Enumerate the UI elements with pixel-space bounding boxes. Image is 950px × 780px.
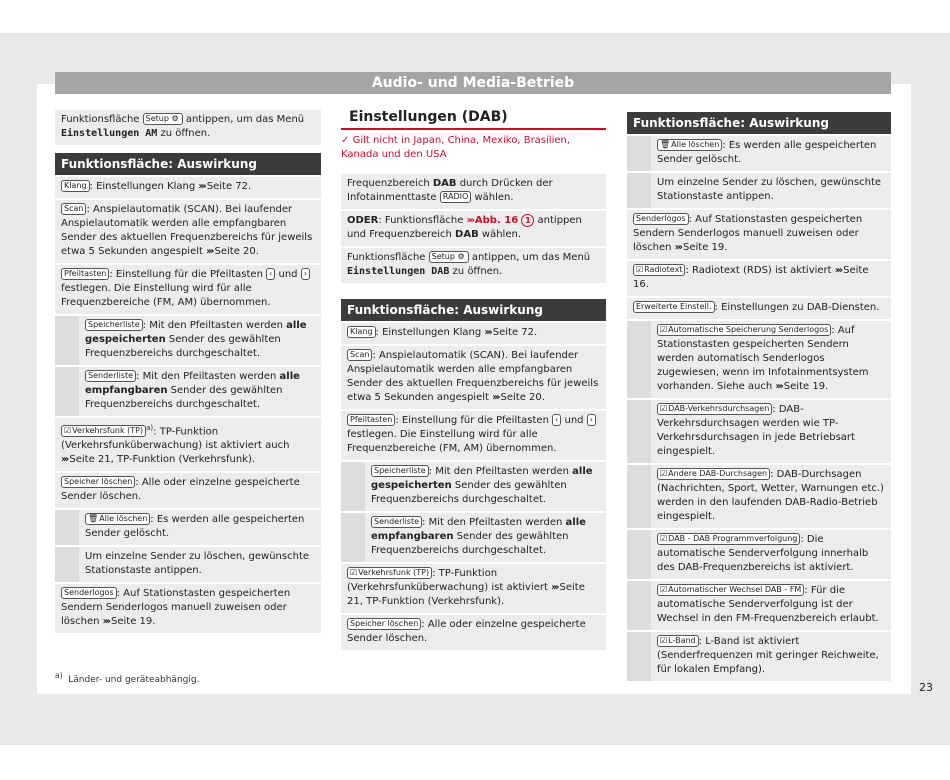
alle-loeschen-button[interactable]: 🗑Alle löschen <box>657 139 722 151</box>
checkbox-icon: ☑ <box>350 568 358 577</box>
dab-programmverfolgung-button[interactable]: ☑DAB - DAB Programmverfolgung <box>657 533 800 545</box>
table-row: Scan : Anspielautomatik (SCAN). Bei laufender Anspielautomatik werden alle empfangbaren Sender des aktuellen Frequenzbereichs für jeweils etwa 5 Sekunden angespielt ››› Seite 20. <box>55 200 321 265</box>
table-row: Klang : Einstellungen Klang ››› Seite 72. <box>341 323 606 346</box>
table-row: Senderlogos : Auf Stationstasten gespeicherten Sendern Senderlogos manuell zuweisen oder löschen ››› Seite 19. <box>627 210 891 261</box>
instruction-paragraph: ODER: Funktionsfläche ››› Abb. 16 1 antippen und Frequenzbereich DAB wählen. <box>341 211 606 248</box>
arrow-icon: ››› <box>61 454 68 466</box>
pfeiltasten-button[interactable]: Pfeiltasten <box>347 414 395 426</box>
table-row: ☑Radiotext : Radiotext (RDS) ist aktiviert ››› Seite 16. <box>627 261 891 298</box>
warning-note: ✓ Gilt nicht in Japan, China, Mexiko, Brasilien, Kanada und den USA <box>341 135 571 160</box>
table-row: Klang : Einstellungen Klang ››› Seite 72. <box>55 177 321 200</box>
column-left <box>55 110 321 635</box>
column-right <box>627 110 891 683</box>
arrow-icon: ››› <box>484 327 491 338</box>
column-middle <box>341 110 606 652</box>
settings-icon: ⚙ <box>457 252 465 261</box>
alle-loeschen-button[interactable]: 🗑Alle löschen <box>85 513 150 525</box>
table-row: ☑Verkehrsfunk (TP) : TP-Funktion (Verkehrsfunküberwachung) ist aktiviert ››› Seite 21, TP-Funktion (Verkehrsfunk). <box>341 564 606 615</box>
verkehrsfunk-button[interactable]: ☑Verkehrsfunk (TP) <box>61 425 146 437</box>
table-row: Senderlogos : Auf Stationstasten gespeicherten Sendern Senderlogos manuell zuweisen oder löschen ››› Seite 19. <box>55 584 321 635</box>
table-row: ☑Verkehrsfunk (TP) $^{a)}$: TP-Funktion (Verkehrsfunküberwachung) ist aktiviert auch ››› Seite 21, TP-Funktion (Verkehrsfunk). <box>55 418 321 473</box>
table-row: Senderliste : Mit den Pfeiltasten werden alle empfangbaren Sender des gewählten Frequenzbereichs durchgeschaltet. <box>341 513 606 564</box>
trash-icon: 🗑 <box>88 514 99 524</box>
l-band-button[interactable]: ☑L-Band <box>657 635 699 647</box>
page-number: 23 <box>919 681 933 694</box>
andere-dab-durchsagen-button[interactable]: ☑Andere DAB-Durchsagen <box>657 468 770 480</box>
menu-name: Einstellungen AM <box>61 128 158 139</box>
footnote: $^{a)}$ Länder- und geräteabhängig. <box>55 671 200 685</box>
trash-icon: 🗑 <box>660 140 671 149</box>
table-row: 🗑Alle löschen : Es werden alle gespeicherten Sender gelöscht. <box>627 136 891 173</box>
checkbox-icon: ☑ <box>636 265 644 274</box>
arrow-left-key[interactable]: ‹ <box>266 268 275 280</box>
checkbox-icon: ☑ <box>660 469 668 478</box>
table-row: Speicherliste : Mit den Pfeiltasten werden alle gespeicherten Sender des gewählten Frequenzbereichs durchgeschaltet. <box>341 462 606 513</box>
table-row: 🗑Alle löschen : Es werden alle gespeicherten Sender gelöscht. <box>55 510 321 547</box>
klang-button[interactable]: Klang <box>347 326 376 338</box>
arrow-icon: ››› <box>775 381 782 392</box>
table-row: Pfeiltasten : Einstellung für die Pfeiltasten ‹ und › festlegen. Die Einstellung wird für alle Frequenzbereiche (FM, AM) übernommen. <box>55 265 321 316</box>
arrow-icon: ››› <box>674 242 681 253</box>
instruction-paragraph: Funktionsfläche Setup ⚙ antippen, um das Menü Einstellungen DAB zu öffnen. <box>341 248 606 285</box>
speicherliste-button[interactable]: Speicherliste <box>85 319 143 331</box>
settings-icon: ⚙ <box>171 114 179 123</box>
arrow-left-key[interactable]: ‹ <box>552 414 561 426</box>
senderlogos-button[interactable]: Senderlogos <box>633 213 689 225</box>
table-row: ☑Automatische Speicherung Senderlogos : Auf Stationstasten gespeicherten Sendern werden automatisch Senderlogos zugewiesen, wenn im Infotainmentsystem vorhanden. Siehe auch ››› Seite 19. <box>627 321 891 400</box>
checkbox-icon: ☑ <box>660 325 668 334</box>
arrow-icon: ››› <box>198 181 205 192</box>
arrow-icon: ››› <box>206 246 213 257</box>
scan-button[interactable]: Scan <box>347 349 372 361</box>
checkbox-icon: ☑ <box>660 585 668 594</box>
figure-number: 1 <box>521 214 534 227</box>
klang-button[interactable]: Klang <box>61 180 90 192</box>
speicher-loeschen-button[interactable]: Speicher löschen <box>347 618 421 630</box>
wechsel-dab-fm-button[interactable]: ☑Automatischer Wechsel DAB - FM <box>657 584 804 596</box>
table-row: Speicher löschen : Alle oder einzelne gespeicherte Sender löschen. <box>55 473 321 510</box>
arrow-icon: ››› <box>102 616 109 628</box>
table-header: Funktionsfläche: Auswirkung <box>55 153 321 175</box>
erweiterte-einstellungen-button[interactable]: Erweiterte Einstell. <box>633 301 715 313</box>
senderliste-button[interactable]: Senderliste <box>85 370 136 382</box>
table-row: Speicherliste : Mit den Pfeiltasten werden alle gespeicherten Sender des gewählten Frequenzbereichs durchgeschaltet. <box>55 316 321 367</box>
radio-button[interactable]: RADIO <box>440 191 472 203</box>
intro-paragraph: Funktionsfläche Setup ⚙ antippen, um das Menü Einstellungen AM zu öffnen. <box>55 110 321 147</box>
radiotext-button[interactable]: ☑Radiotext <box>633 264 685 276</box>
arrow-icon: ››› <box>492 392 499 403</box>
checkbox-icon: ☑ <box>660 404 668 413</box>
table-row: Um einzelne Sender zu löschen, gewünschte Stationstaste antippen. <box>55 547 321 584</box>
table-row: ☑L-Band : L-Band ist aktiviert (Senderfrequenzen mit geringer Reichweite, für lokalen Empfang). <box>627 632 891 683</box>
table-row: ☑Andere DAB-Durchsagen : DAB-Durchsagen (Nachrichten, Sport, Wetter, Warnungen etc.) werden in den laufenden DAB-Radio-Betrieb eingespielt. <box>627 465 891 530</box>
check-icon: ✓ <box>341 135 350 146</box>
chapter-title: Audio- und Media-Betrieb <box>55 72 891 94</box>
senderliste-button[interactable]: Senderliste <box>371 516 422 528</box>
table-header: Funktionsfläche: Auswirkung <box>341 299 606 321</box>
speicher-loeschen-button[interactable]: Speicher löschen <box>61 476 135 488</box>
section-title: Einstellungen (DAB) <box>341 110 606 130</box>
setup-button[interactable]: Setup ⚙ <box>143 113 183 125</box>
checkbox-icon: ☑ <box>660 636 668 645</box>
setup-button[interactable]: Setup ⚙ <box>429 251 469 263</box>
speicherliste-button[interactable]: Speicherliste <box>371 465 429 477</box>
arrow-right-key[interactable]: › <box>587 414 596 426</box>
table-row: Um einzelne Sender zu löschen, gewünschte Stationstaste antippen. <box>627 173 891 210</box>
table-row: Senderliste : Mit den Pfeiltasten werden alle empfangbaren Sender des gewählten Frequenzbereichs durchgeschaltet. <box>55 367 321 418</box>
table-row: ☑DAB-Verkehrsdurchsagen : DAB-Verkehrsdurchsagen werden wie TP-Verkehrsdurchsagen in jede Betriebsart eingespielt. <box>627 400 891 465</box>
instruction-paragraph: Frequenzbereich DAB durch Drücken der Infotainmenttaste RADIO wählen. <box>341 174 606 211</box>
table-row: ☑DAB - DAB Programmverfolgung : Die automatische Senderverfolgung innerhalb des DAB-Frequenzbereichs ist aktiviert. <box>627 530 891 581</box>
table-row: Speicher löschen : Alle oder einzelne gespeicherte Sender löschen. <box>341 615 606 652</box>
table-row: Scan : Anspielautomatik (SCAN). Bei laufender Anspielautomatik werden alle empfangbaren Sender des aktuellen Frequenzbereichs für jeweils etwa 5 Sekunden angespielt ››› Seite 20. <box>341 346 606 411</box>
table-row: ☑Automatischer Wechsel DAB - FM : Für die automatische Senderverfolgung ist der Wechsel in den FM-Frequenzbereich erlaubt. <box>627 581 891 632</box>
arrow-right-key[interactable]: › <box>301 268 310 280</box>
checkbox-icon: ☑ <box>660 534 668 543</box>
arrow-icon: ››› <box>834 265 842 276</box>
arrow-icon: ››› <box>466 215 473 226</box>
arrow-icon: ››› <box>551 582 558 593</box>
auto-senderlogos-button[interactable]: ☑Automatische Speicherung Senderlogos <box>657 324 831 336</box>
scan-button[interactable]: Scan <box>61 203 86 215</box>
dab-verkehrsdurchsagen-button[interactable]: ☑DAB-Verkehrsdurchsagen <box>657 403 772 415</box>
checkbox-icon: ☑ <box>64 426 72 436</box>
verkehrsfunk-button[interactable]: ☑Verkehrsfunk (TP) <box>347 567 432 579</box>
table-header: Funktionsfläche: Auswirkung <box>627 112 891 134</box>
senderlogos-button[interactable]: Senderlogos <box>61 587 117 599</box>
menu-name: Einstellungen DAB <box>347 266 450 277</box>
table-row: Erweiterte Einstell. : Einstellungen zu DAB-Diensten. <box>627 298 891 321</box>
pfeiltasten-button[interactable]: Pfeiltasten <box>61 268 109 280</box>
table-row: Pfeiltasten : Einstellung für die Pfeiltasten ‹ und › festlegen. Die Einstellung wird für alle Frequenzbereiche (FM, AM) übernommen. <box>341 411 606 462</box>
